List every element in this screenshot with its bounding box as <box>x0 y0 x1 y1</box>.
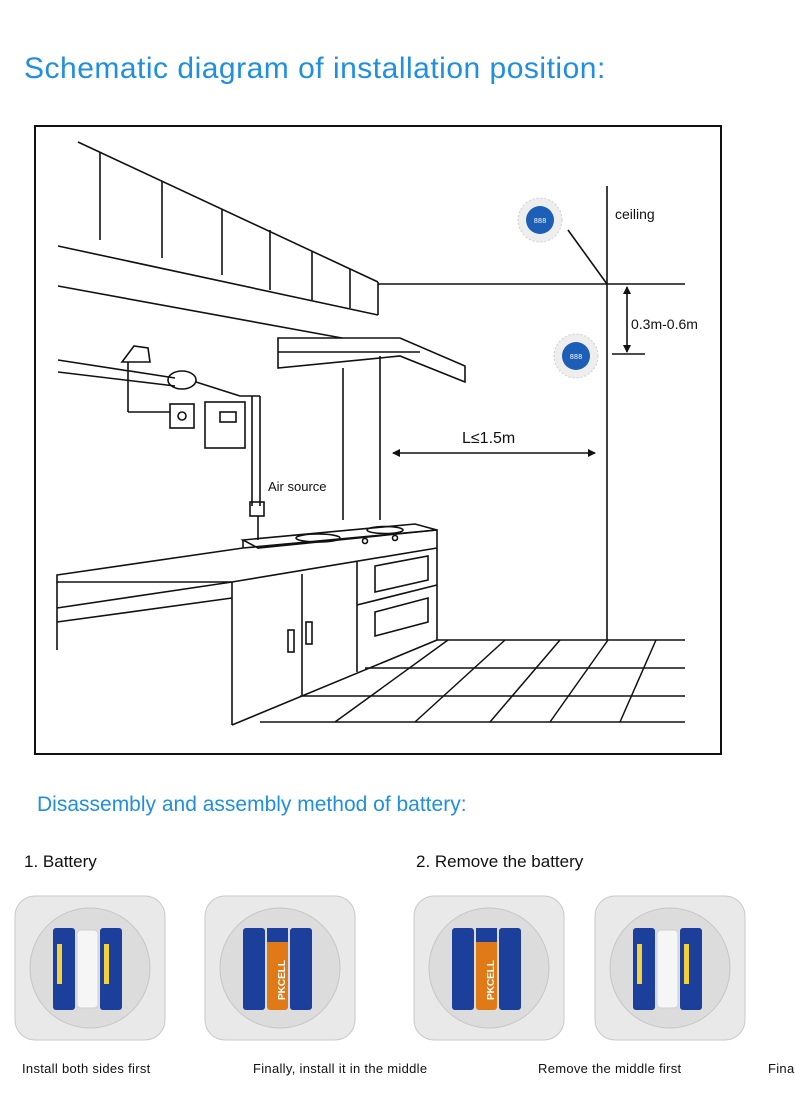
caption-finally-truncated: Fina <box>768 1061 795 1076</box>
caption-install-sides: Install both sides first <box>22 1061 151 1076</box>
svg-text:PKCELL: PKCELL <box>277 960 288 1000</box>
page-title: Schematic diagram of installation position: <box>24 52 606 85</box>
floor-tiles <box>260 640 685 722</box>
detector-ceiling <box>518 198 562 242</box>
caption-remove-middle: Remove the middle first <box>538 1061 682 1076</box>
svg-text:888: 888 <box>533 218 547 226</box>
battery-photo-1 <box>13 892 167 1044</box>
detector-wall <box>554 334 598 378</box>
gas-pipeline <box>58 346 264 540</box>
upper-cabinets <box>58 142 378 338</box>
distance-label: L≤1.5m <box>462 430 516 447</box>
battery-photo-4 <box>593 892 747 1044</box>
detector-pointer <box>568 230 607 284</box>
step-battery-label: 1. Battery <box>24 852 97 871</box>
step-remove-label: 2. Remove the battery <box>416 852 584 871</box>
air-source-label: Air source <box>268 479 327 494</box>
ceiling-label: ceiling <box>615 206 655 222</box>
caption-install-middle: Finally, install it in the middle <box>253 1061 428 1076</box>
gas-stove <box>243 524 437 548</box>
height-range-label: 0.3m-0.6m <box>631 316 698 332</box>
battery-photo-3 <box>412 892 566 1044</box>
svg-text:PKCELL: PKCELL <box>486 960 497 1000</box>
battery-section-title: Disassembly and assembly method of battery: <box>37 793 467 816</box>
battery-photo-2 <box>203 892 357 1044</box>
svg-text:888: 888 <box>569 354 583 362</box>
